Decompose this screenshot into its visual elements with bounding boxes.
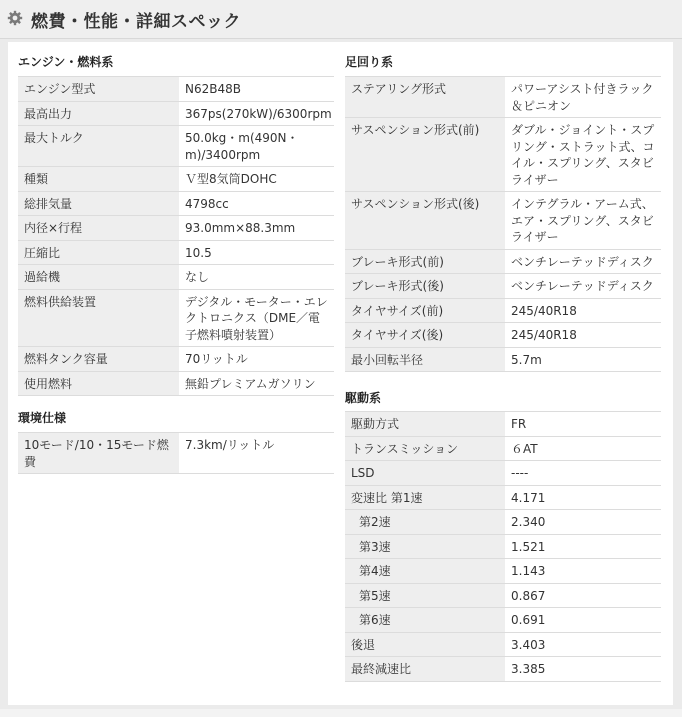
spec-label: サスペンション形式(前) xyxy=(345,118,505,192)
spec-row xyxy=(345,510,661,535)
engine-spec-table xyxy=(18,76,334,396)
page-title: 燃費・性能・詳細スペック xyxy=(31,12,241,32)
spec-value: ---- xyxy=(505,461,661,486)
spec-value: 3.385 xyxy=(505,657,661,682)
spec-row xyxy=(345,436,661,461)
spec-value: 3.403 xyxy=(505,632,661,657)
spec-label: エンジン型式 xyxy=(18,77,179,102)
spec-label: 燃料タンク容量 xyxy=(18,347,179,372)
suspension-spec-table xyxy=(345,76,661,372)
spec-row xyxy=(345,534,661,559)
spec-label: 内径×行程 xyxy=(18,216,179,241)
spec-label: 第2速 xyxy=(345,510,505,535)
bottom-bar xyxy=(0,709,682,717)
spec-label: 後退 xyxy=(345,632,505,657)
spec-label: 第4速 xyxy=(345,559,505,584)
spec-row xyxy=(18,167,334,192)
spec-value: 無鉛プレミアムガソリン xyxy=(179,371,334,396)
spec-row xyxy=(345,485,661,510)
spec-row xyxy=(18,371,334,396)
spec-value: 10.5 xyxy=(179,240,334,265)
spec-value: 245/40R18 xyxy=(505,298,661,323)
spec-row xyxy=(345,583,661,608)
spec-value: パワーアシスト付きラック＆ピニオン xyxy=(505,77,661,118)
spec-label: 圧縮比 xyxy=(18,240,179,265)
spec-value: ６AT xyxy=(505,436,661,461)
spec-label: 第5速 xyxy=(345,583,505,608)
environment-section-title: 環境仕様 xyxy=(18,411,67,425)
spec-label: 種類 xyxy=(18,167,179,192)
spec-label: 総排気量 xyxy=(18,191,179,216)
spec-label: 燃料供給装置 xyxy=(18,289,179,347)
spec-value: 1.143 xyxy=(505,559,661,584)
spec-value: N62B48B xyxy=(179,77,334,102)
spec-value: 50.0kg・m(490N・m)/3400rpm xyxy=(179,126,334,167)
spec-value: 4.171 xyxy=(505,485,661,510)
drivetrain-spec-table xyxy=(345,411,661,682)
spec-value: 5.7m xyxy=(505,347,661,372)
spec-row xyxy=(345,461,661,486)
spec-value: ベンチレーテッドディスク xyxy=(505,274,661,299)
spec-label: 第3速 xyxy=(345,534,505,559)
spec-label: 10モード/10・15モード燃費 xyxy=(18,433,179,474)
spec-value: 0.691 xyxy=(505,608,661,633)
spec-row xyxy=(18,101,334,126)
spec-value: 245/40R18 xyxy=(505,323,661,348)
suspension-section-title: 足回り系 xyxy=(345,55,394,69)
spec-value: なし xyxy=(179,265,334,290)
spec-label: LSD xyxy=(345,461,505,486)
spec-value: ダブル・ジョイント・スプリング・ストラット式、コイル・スプリング、スタビライザー xyxy=(505,118,661,192)
spec-row xyxy=(345,298,661,323)
spec-label: 最大トルク xyxy=(18,126,179,167)
spec-label: 駆動方式 xyxy=(345,412,505,437)
spec-value: 4798cc xyxy=(179,191,334,216)
spec-label: 最高出力 xyxy=(18,101,179,126)
spec-row xyxy=(345,249,661,274)
spec-row xyxy=(18,126,334,167)
spec-label: トランスミッション xyxy=(345,436,505,461)
spec-row xyxy=(345,657,661,682)
spec-value: 1.521 xyxy=(505,534,661,559)
spec-panel xyxy=(8,42,673,705)
spec-row xyxy=(345,192,661,250)
spec-label: サスペンション形式(後) xyxy=(345,192,505,250)
spec-value: FR xyxy=(505,412,661,437)
spec-label: 最終減速比 xyxy=(345,657,505,682)
spec-label: 第6速 xyxy=(345,608,505,633)
spec-row xyxy=(18,265,334,290)
spec-row xyxy=(345,632,661,657)
engine-section-title: エンジン・燃料系 xyxy=(18,55,114,69)
spec-row xyxy=(345,77,661,118)
spec-row xyxy=(345,118,661,192)
spec-row xyxy=(18,289,334,347)
spec-row xyxy=(345,323,661,348)
drivetrain-section-title: 駆動系 xyxy=(345,391,382,405)
spec-label: 最小回転半径 xyxy=(345,347,505,372)
spec-value: 70リットル xyxy=(179,347,334,372)
spec-value: 0.867 xyxy=(505,583,661,608)
spec-value: デジタル・モーター・エレクトロニクス（DME／電子燃料噴射装置） xyxy=(179,289,334,347)
spec-row xyxy=(345,274,661,299)
spec-label: ステアリング形式 xyxy=(345,77,505,118)
gear-icon xyxy=(7,10,23,26)
section-header xyxy=(0,0,682,39)
spec-label: ブレーキ形式(前) xyxy=(345,249,505,274)
spec-row xyxy=(18,77,334,102)
spec-value: 93.0mm×88.3mm xyxy=(179,216,334,241)
environment-spec-table xyxy=(18,432,334,474)
spec-value: Ｖ型8気筒DOHC xyxy=(179,167,334,192)
spec-label: ブレーキ形式(後) xyxy=(345,274,505,299)
spec-value: ベンチレーテッドディスク xyxy=(505,249,661,274)
spec-row xyxy=(18,216,334,241)
spec-row xyxy=(345,347,661,372)
spec-value: 2.340 xyxy=(505,510,661,535)
spec-row xyxy=(345,412,661,437)
spec-label: 使用燃料 xyxy=(18,371,179,396)
spec-row xyxy=(345,559,661,584)
spec-row xyxy=(18,433,334,474)
spec-label: 変速比 第1速 xyxy=(345,485,505,510)
spec-row xyxy=(18,347,334,372)
spec-label: タイヤサイズ(前) xyxy=(345,298,505,323)
spec-row xyxy=(18,240,334,265)
spec-label: タイヤサイズ(後) xyxy=(345,323,505,348)
spec-value: 367ps(270kW)/6300rpm xyxy=(179,101,334,126)
spec-row xyxy=(18,191,334,216)
spec-label: 過給機 xyxy=(18,265,179,290)
spec-row xyxy=(345,608,661,633)
spec-value: インテグラル・アーム式、エア・スプリング、スタビライザー xyxy=(505,192,661,250)
spec-value: 7.3km/リットル xyxy=(179,433,334,474)
